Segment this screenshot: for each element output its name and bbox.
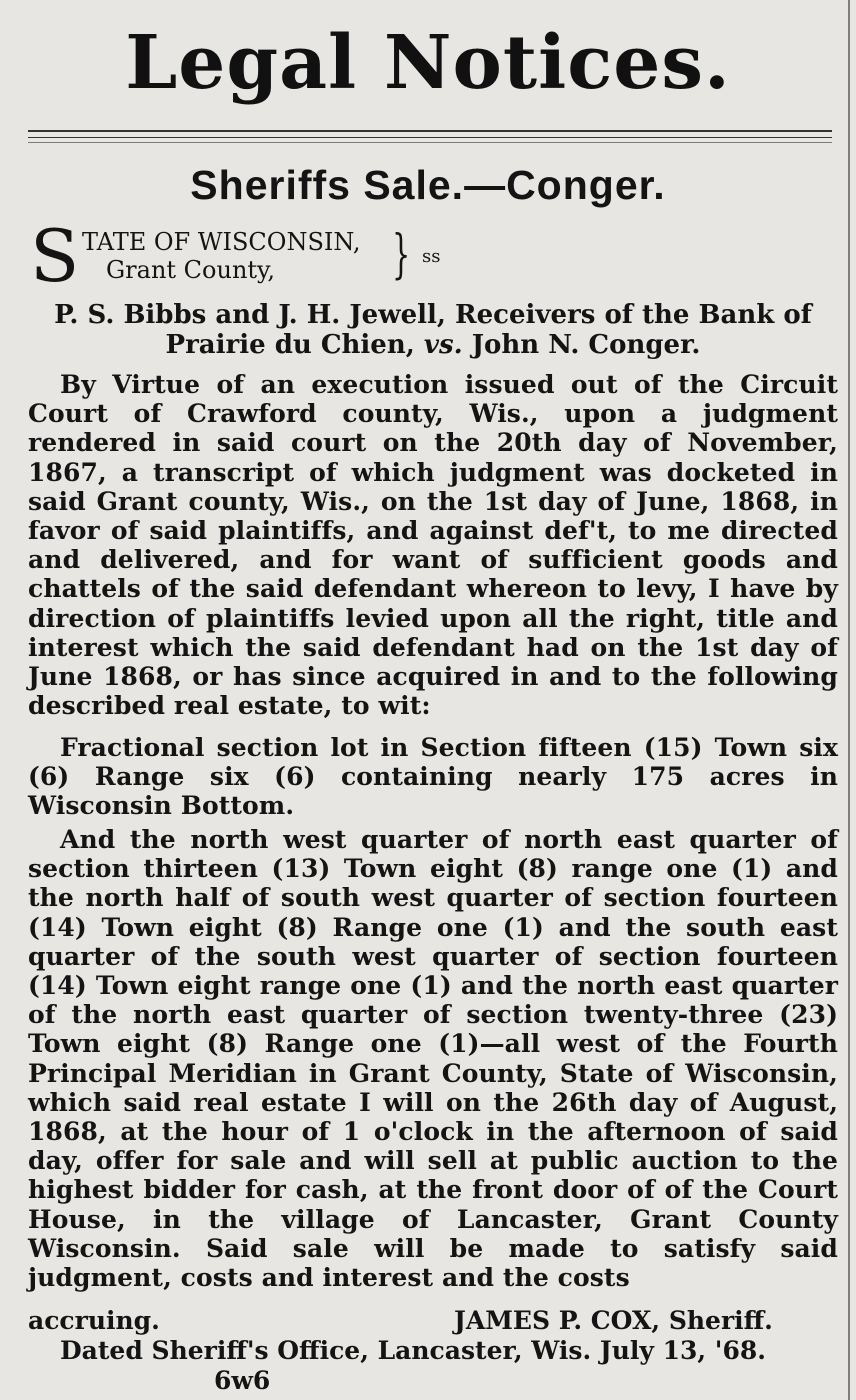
notice-closing-word: accruing. bbox=[28, 1306, 160, 1335]
masthead-rule bbox=[28, 137, 832, 138]
parties-place: Prairie du Chien, bbox=[165, 330, 415, 360]
parties-plaintiffs: P. S. Bibbs and J. H. Jewell, Receivers of the Bank of bbox=[54, 300, 812, 330]
parties-versus: vs. bbox=[423, 330, 463, 360]
parties-defendant-line bbox=[28, 330, 838, 360]
insertion-code: 6w6 bbox=[214, 1366, 271, 1395]
column-edge-rule bbox=[848, 0, 850, 1400]
venue-county: Grant County, bbox=[106, 256, 276, 284]
parties-defendant: John N. Conger. bbox=[471, 330, 701, 360]
venue-state: TATE OF WISCONSIN, bbox=[82, 228, 361, 256]
section-masthead: Legal Notices. bbox=[125, 20, 731, 106]
notice-dateline: Dated Sheriff's Office, Lancaster, Wis. July 13, '68. bbox=[60, 1336, 766, 1365]
venue-caption bbox=[30, 214, 450, 298]
notice-paragraph-fractional-lot: Fractional section lot in Section fifteen (15) Town six (6) Range six (6) containing nearly 175 acres in Wisconsin Bottom. bbox=[28, 733, 838, 821]
notice-paragraph-land-description: And the north west quarter of north east quarter of section thirteen (13) Town eight (8) range one (1) and the north half of south west quarter of section fourteen (14) Town eight (8) Range one (1) and the south east quarter of the south west quarter of section fourteen (14) Town eight range one (1) and the north east quarter of the north east quarter of section twenty-three (23) Town eight (8) Range one (1)—all west of the Fourth Principal Meridian in Grant County, State of Wisconsin, which said real estate I will on the 26th day of August, 1868, at the hour of 1 o'clock in the afternoon of said day, offer for sale and will sell at public auction to the highest bidder for cash, at the front door of of the Court House, in the village of Lancaster, Grant County Wisconsin. Said sale will be made to satisfy said judgment, costs and interest and the costs bbox=[28, 825, 838, 1293]
masthead-rule bbox=[28, 130, 832, 132]
notice-title: Sheriffs Sale.—Conger. bbox=[190, 162, 666, 208]
notice-paragraph-execution: By Virtue of an execution issued out of the Circuit Court of Crawford county, Wis., upon a judgment rendered in said court on the 20th day of November, 1867, a transcript of which judgment was docketed in said Grant county, Wis., on the 1st day of June, 1868, in favor of said plaintiffs, and against def't, to me directed and delivered, and for want of sufficient goods and chattels of the said defendant whereon to levy, I have by direction of plaintiffs levied upon all the right, title and interest which the said defendant had on the 1st day of June 1868, or has since acquired in and to the following described real estate, to wit: bbox=[28, 370, 838, 721]
case-parties bbox=[28, 300, 838, 360]
drop-cap: S bbox=[30, 214, 80, 298]
venue-ss: ss bbox=[422, 246, 441, 267]
venue-brace: } bbox=[392, 225, 411, 285]
sheriff-signature: JAMES P. COX, Sheriff. bbox=[454, 1306, 773, 1335]
masthead-rule bbox=[28, 142, 832, 143]
